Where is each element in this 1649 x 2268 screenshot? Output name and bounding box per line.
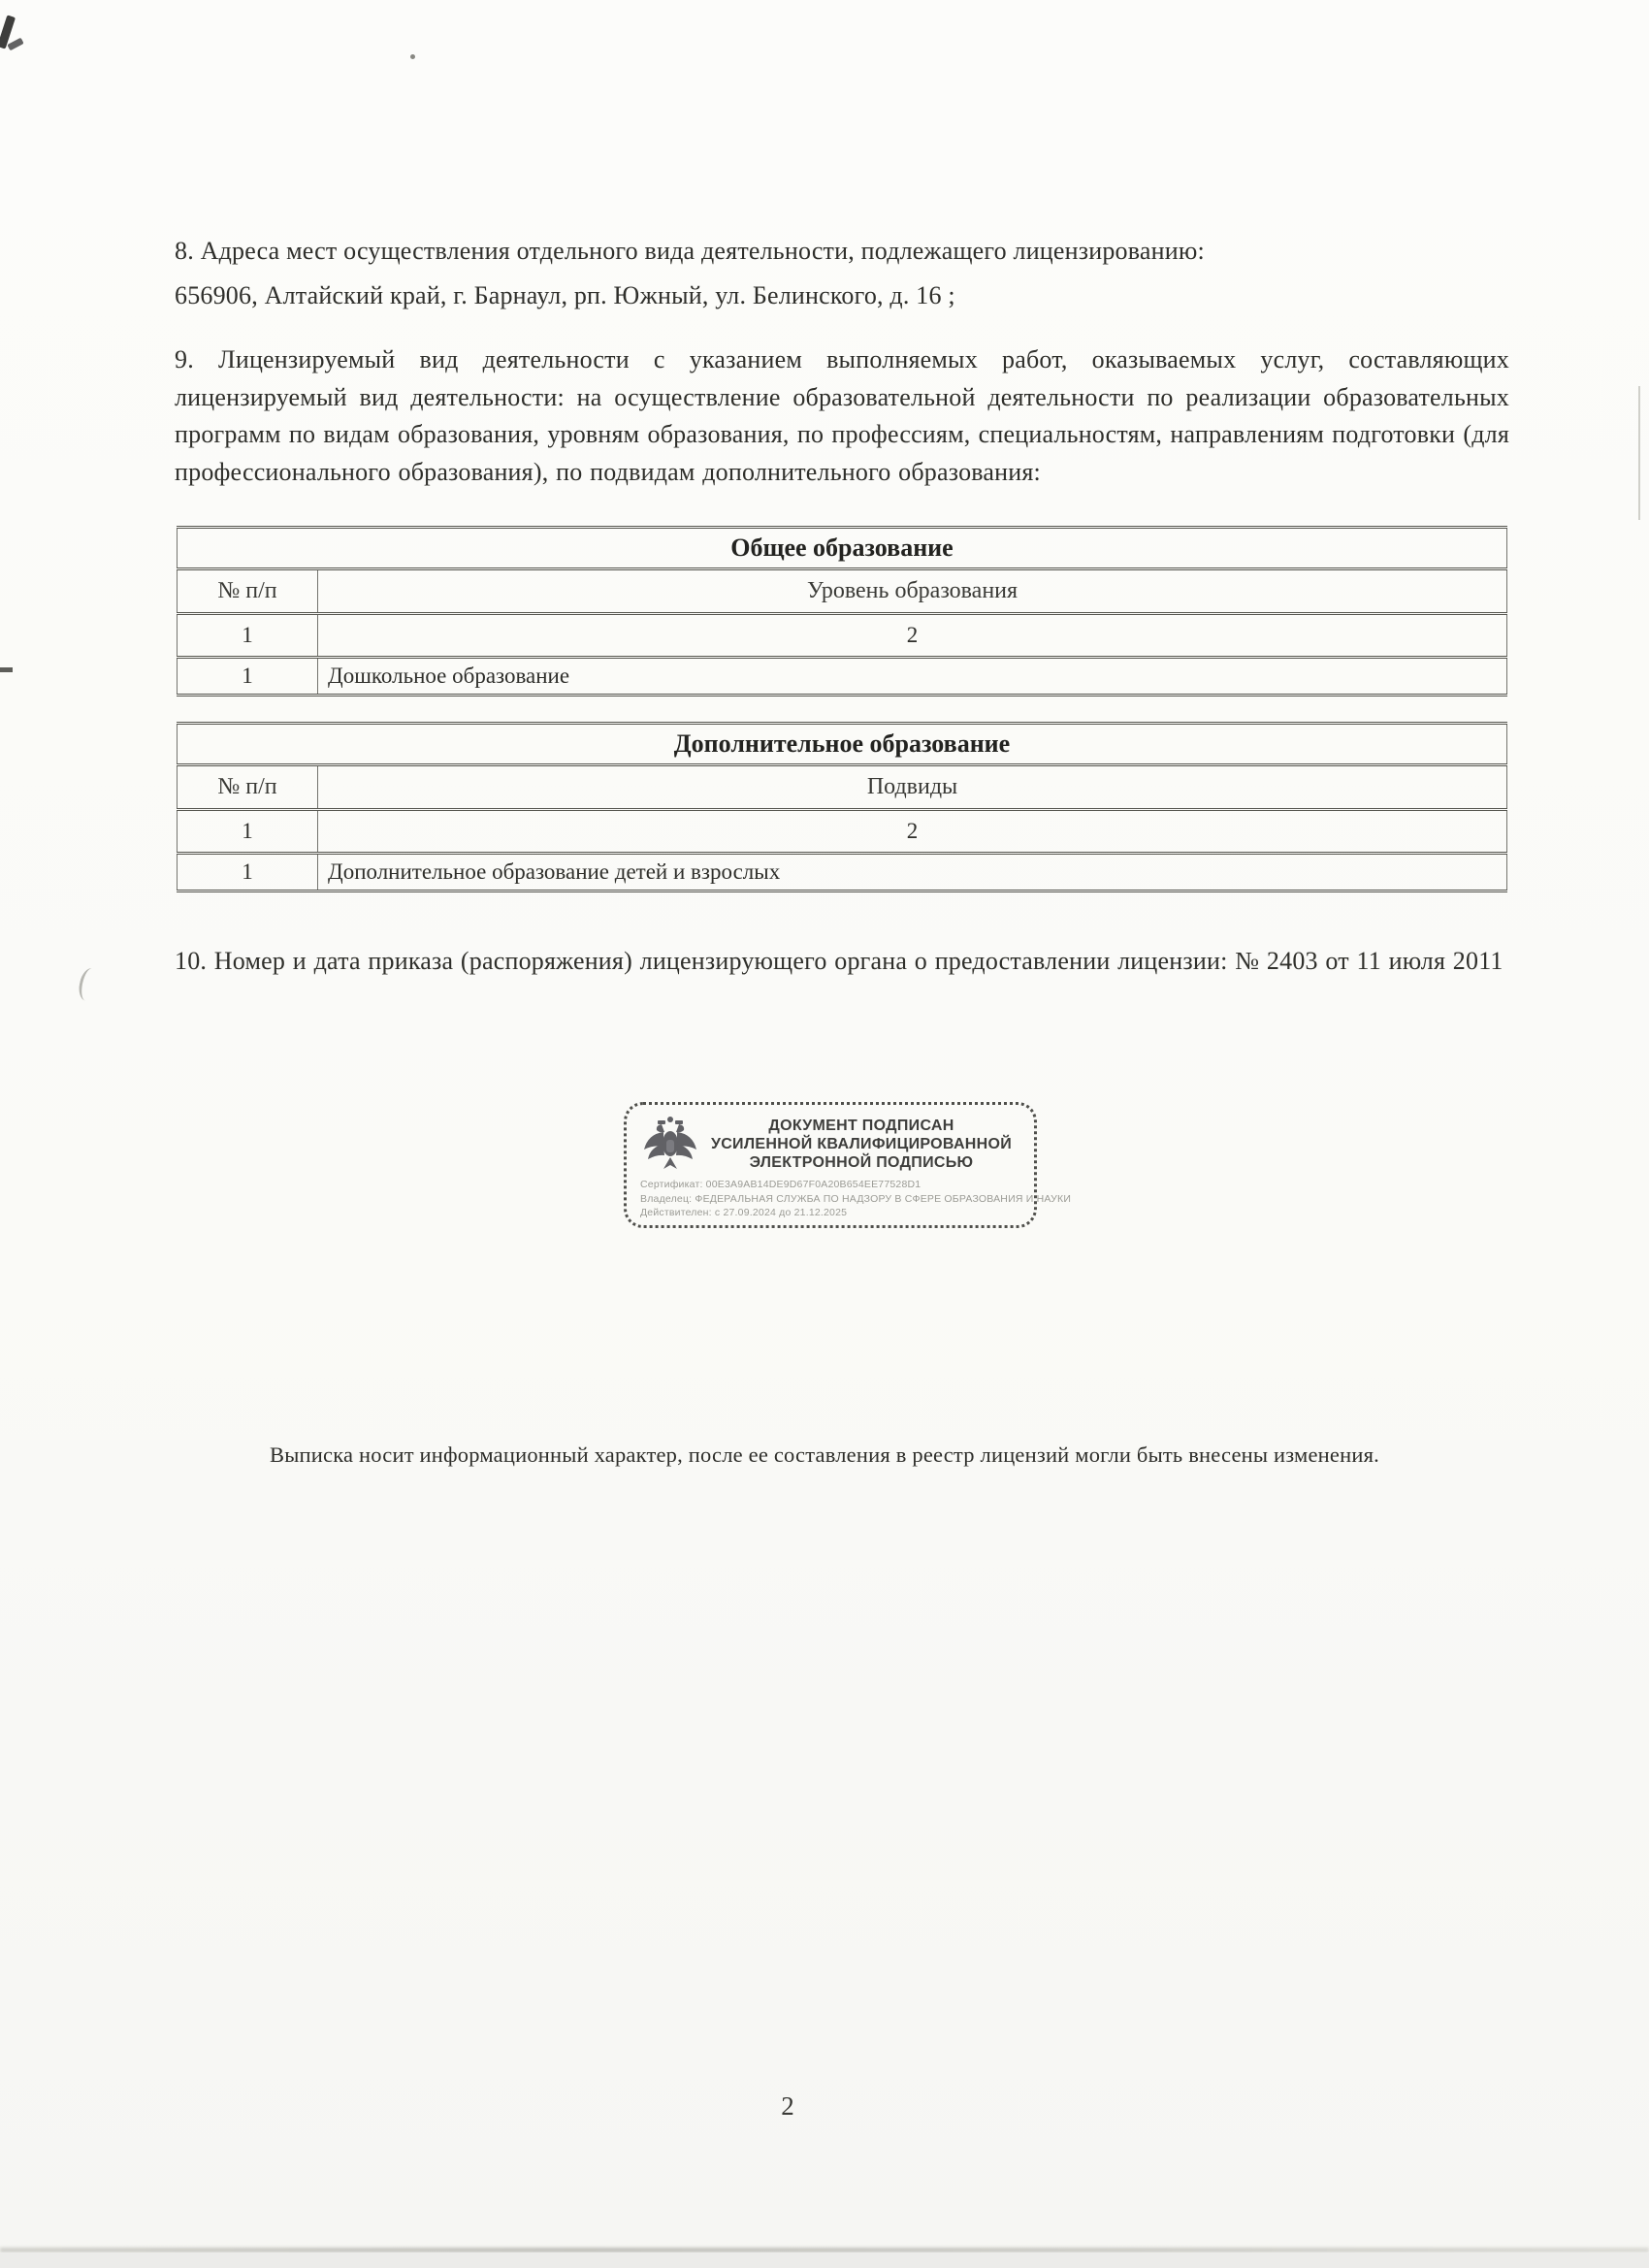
row-number: 1	[178, 658, 318, 696]
scan-artifact-dot	[410, 54, 415, 59]
table-row	[178, 658, 1507, 696]
scan-artifact-corner-mark	[0, 15, 16, 49]
table-row	[178, 854, 1507, 891]
row-number: 1	[178, 854, 318, 891]
validity-line: Действителен: с 27.09.2024 до 21.12.2025	[640, 1207, 848, 1218]
table-row	[178, 528, 1507, 569]
column-header-num: № п/п	[178, 569, 318, 614]
item-8-paragraph	[175, 229, 1525, 318]
table-row	[178, 765, 1507, 810]
column-number: 1	[178, 810, 318, 854]
general-education-table	[177, 526, 1507, 697]
item-8-line-1: 8. Адреса мест осуществления отдельного вида деятельности, подлежащего лицензированию:	[175, 237, 1205, 265]
page-number: 2	[781, 2091, 794, 2121]
stamp-title	[700, 1113, 1022, 1173]
scan-artifact-edge-dash	[0, 667, 13, 672]
column-number: 2	[318, 810, 1507, 854]
stamp-title-line-3: ЭЛЕКТРОННОЙ ПОДПИСЬЮ	[749, 1154, 974, 1171]
row-value: Дополнительное образование детей и взрослых	[318, 854, 1507, 891]
scan-artifact-corner-mark	[7, 38, 23, 51]
column-header-num: № п/п	[178, 765, 318, 810]
row-value: Дошкольное образование	[318, 658, 1507, 696]
item-8-line-2: 656906, Алтайский край, г. Барнаул, рп. Южный, ул. Белинского, д. 16 ;	[175, 281, 955, 309]
digital-signature-stamp	[624, 1102, 1072, 1228]
table-title: Дополнительное образование	[178, 724, 1507, 765]
column-number: 1	[178, 614, 318, 658]
additional-education-table	[177, 722, 1507, 892]
table-row	[178, 724, 1507, 765]
scan-artifact-bottom-edge	[0, 2248, 1649, 2252]
table-row	[178, 810, 1507, 854]
scan-artifact-right-edge-line	[1638, 386, 1640, 520]
russian-coat-of-arms-icon	[640, 1115, 700, 1173]
stamp-title-line-1: ДОКУМЕНТ ПОДПИСАН	[768, 1118, 954, 1134]
scan-artifact-pen-curl	[77, 966, 102, 1002]
certificate-line: Сертификат: 00E3A9AB14DE9D67F0A20B654EE77528D1	[640, 1179, 922, 1190]
column-header-subtypes: Подвиды	[318, 765, 1507, 810]
item-9-paragraph: 9. Лицензируемый вид деятельности с указанием выполняемых работ, оказываемых услуг, составляющих лицензируемый вид деятельности: на осуществление образовательной деятельности по реализации образовательных программ по видам образования, уровням образования, по профессиям, специальностям, направлениям подготовки (для профессионального образования), по подвидам дополнительного образования:	[175, 345, 1509, 486]
column-number: 2	[318, 614, 1507, 658]
column-header-level: Уровень образования	[318, 569, 1507, 614]
stamp-title-line-2: УСИЛЕННОЙ КВАЛИФИЦИРОВАННОЙ	[710, 1136, 1013, 1152]
owner-line: Владелец: ФЕДЕРАЛЬНАЯ СЛУЖБА ПО НАДЗОРУ В СФЕРЕ ОБРАЗОВАНИЯ И НАУКИ	[640, 1192, 1072, 1205]
table-row	[178, 569, 1507, 614]
footer-note: Выписка носит информационный характер, после ее составления в реестр лицензий могли быть внесены изменения.	[270, 1442, 1379, 1467]
table-title: Общее образование	[178, 528, 1507, 569]
stamp-details	[640, 1178, 1071, 1220]
item-10-paragraph: 10. Номер и дата приказа (распоряжения) лицензирующего органа о предоставлении лицензии: № 2403 от 11 июля 2011	[175, 947, 1504, 975]
scan-artifact-bottom-fade	[0, 2252, 1649, 2268]
table-row	[178, 614, 1507, 658]
